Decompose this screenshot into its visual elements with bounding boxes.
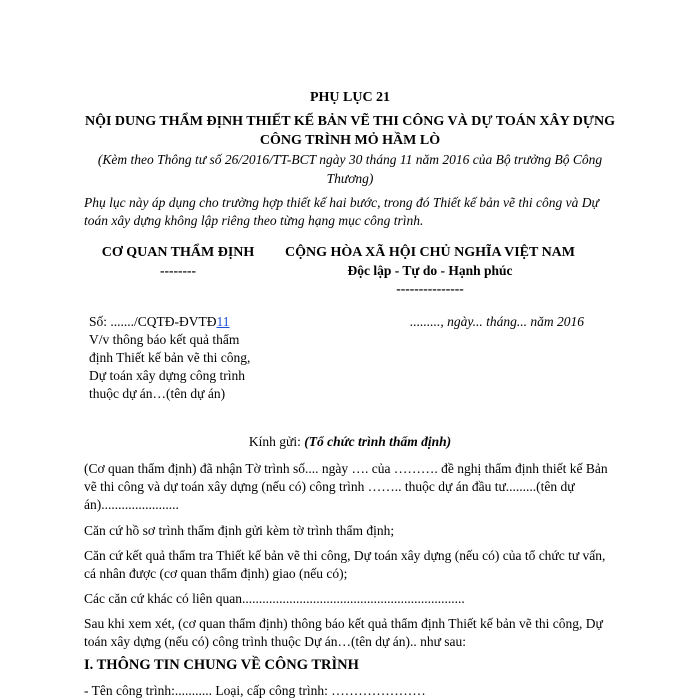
paragraph-1-line-1: (Cơ quan thẩm định) đã nhận Tờ trình số.... ngày …. của ………. đề nghị thẩm định thiết kế Bản: [84, 461, 608, 476]
document-title-line-2: CÔNG TRÌNH MỎ HẦM LÒ: [259, 133, 441, 148]
paragraph-5-line-1: Sau khi xem xét, (cơ quan thẩm định) thông báo kết quả thẩm định Thiết kế bản vẽ thi công, Dự: [84, 616, 603, 631]
reference-line-1: (Kèm theo Thông tư số 26/2016/TT-BCT ngày 30 tháng 11 năm 2016 của Bộ trưởng Bộ Công: [97, 152, 603, 167]
national-motto: Độc lập - Tự do - Hạnh phúc: [347, 263, 513, 278]
subject-line-3: Dự toán xây dựng công trình: [89, 368, 245, 383]
agency-separator: --------: [160, 263, 196, 278]
document-number: [89, 314, 230, 330]
subject-line-2: định Thiết kế bản vẽ thi công,: [89, 350, 251, 365]
appendix-heading: PHỤ LỤC 21: [309, 90, 391, 105]
nation-name: CỘNG HÒA XÃ HỘI CHỦ NGHĨA VIỆT NAM: [284, 245, 575, 260]
scope-note-line-1: Phụ lục này áp dụng cho trường hợp thiết kế hai bước, trong đó Thiết kế bản vẽ thi công và Dự: [84, 195, 599, 210]
document-number-text: Số: ......./CQTĐ-ĐVTĐ: [89, 314, 217, 329]
paragraph-4: Các căn cứ khác có liên quan..................................................................: [84, 591, 465, 606]
section-1-heading: I. THÔNG TIN CHUNG VỀ CÔNG TRÌNH: [84, 657, 359, 673]
motto-separator: ---------------: [396, 281, 464, 296]
paragraph-3-line-1: Căn cứ kết quả thẩm tra Thiết kế bản vẽ thi công, Dự toán xây dựng (nếu có) của tổ chức tư vấn,: [84, 548, 606, 563]
greeting-prefix: Kính gửi:: [248, 434, 305, 449]
paragraph-1-line-2: vẽ thi công và dự toán xây dựng (nếu có) công trình …….. thuộc dự án đầu tư.........(tên dự: [84, 479, 575, 494]
scope-note-line-2: toán xây dựng không lập riêng theo từng hạng mục công trình.: [84, 213, 424, 228]
subject-line-4: thuộc dự án…(tên dự án): [89, 386, 226, 401]
general-info-item-1: - Tên công trình:........... Loại, cấp công trình: …………………: [84, 683, 426, 698]
paragraph-1-line-3: án).......................: [84, 497, 179, 512]
document-title-line-1: NỘI DUNG THẨM ĐỊNH THIẾT KẾ BẢN VẼ THI CÔNG VÀ DỰ TOÁN XÂY DỰNG: [84, 114, 615, 129]
subject-line-1: V/v thông báo kết quả thẩm: [89, 332, 240, 347]
date-line: ........., ngày... tháng... năm 2016: [410, 314, 584, 329]
paragraph-5-line-2: toán xây dựng (nếu có) công trình thuộc Dự án…(tên dự án).. như sau:: [84, 634, 467, 649]
paragraph-3-line-2: cá nhân được (cơ quan thẩm định) giao (nếu có);: [84, 566, 348, 581]
footnote-link[interactable]: 11: [216, 314, 230, 329]
greeting-recipient: (Tổ chức trình thẩm định): [304, 434, 452, 449]
greeting: [0, 434, 700, 450]
agency-name: CƠ QUAN THẨM ĐỊNH: [101, 245, 255, 260]
paragraph-2: Căn cứ hồ sơ trình thẩm định gửi kèm tờ trình thẩm định;: [84, 523, 395, 538]
reference-line-2: Thương): [326, 171, 374, 186]
